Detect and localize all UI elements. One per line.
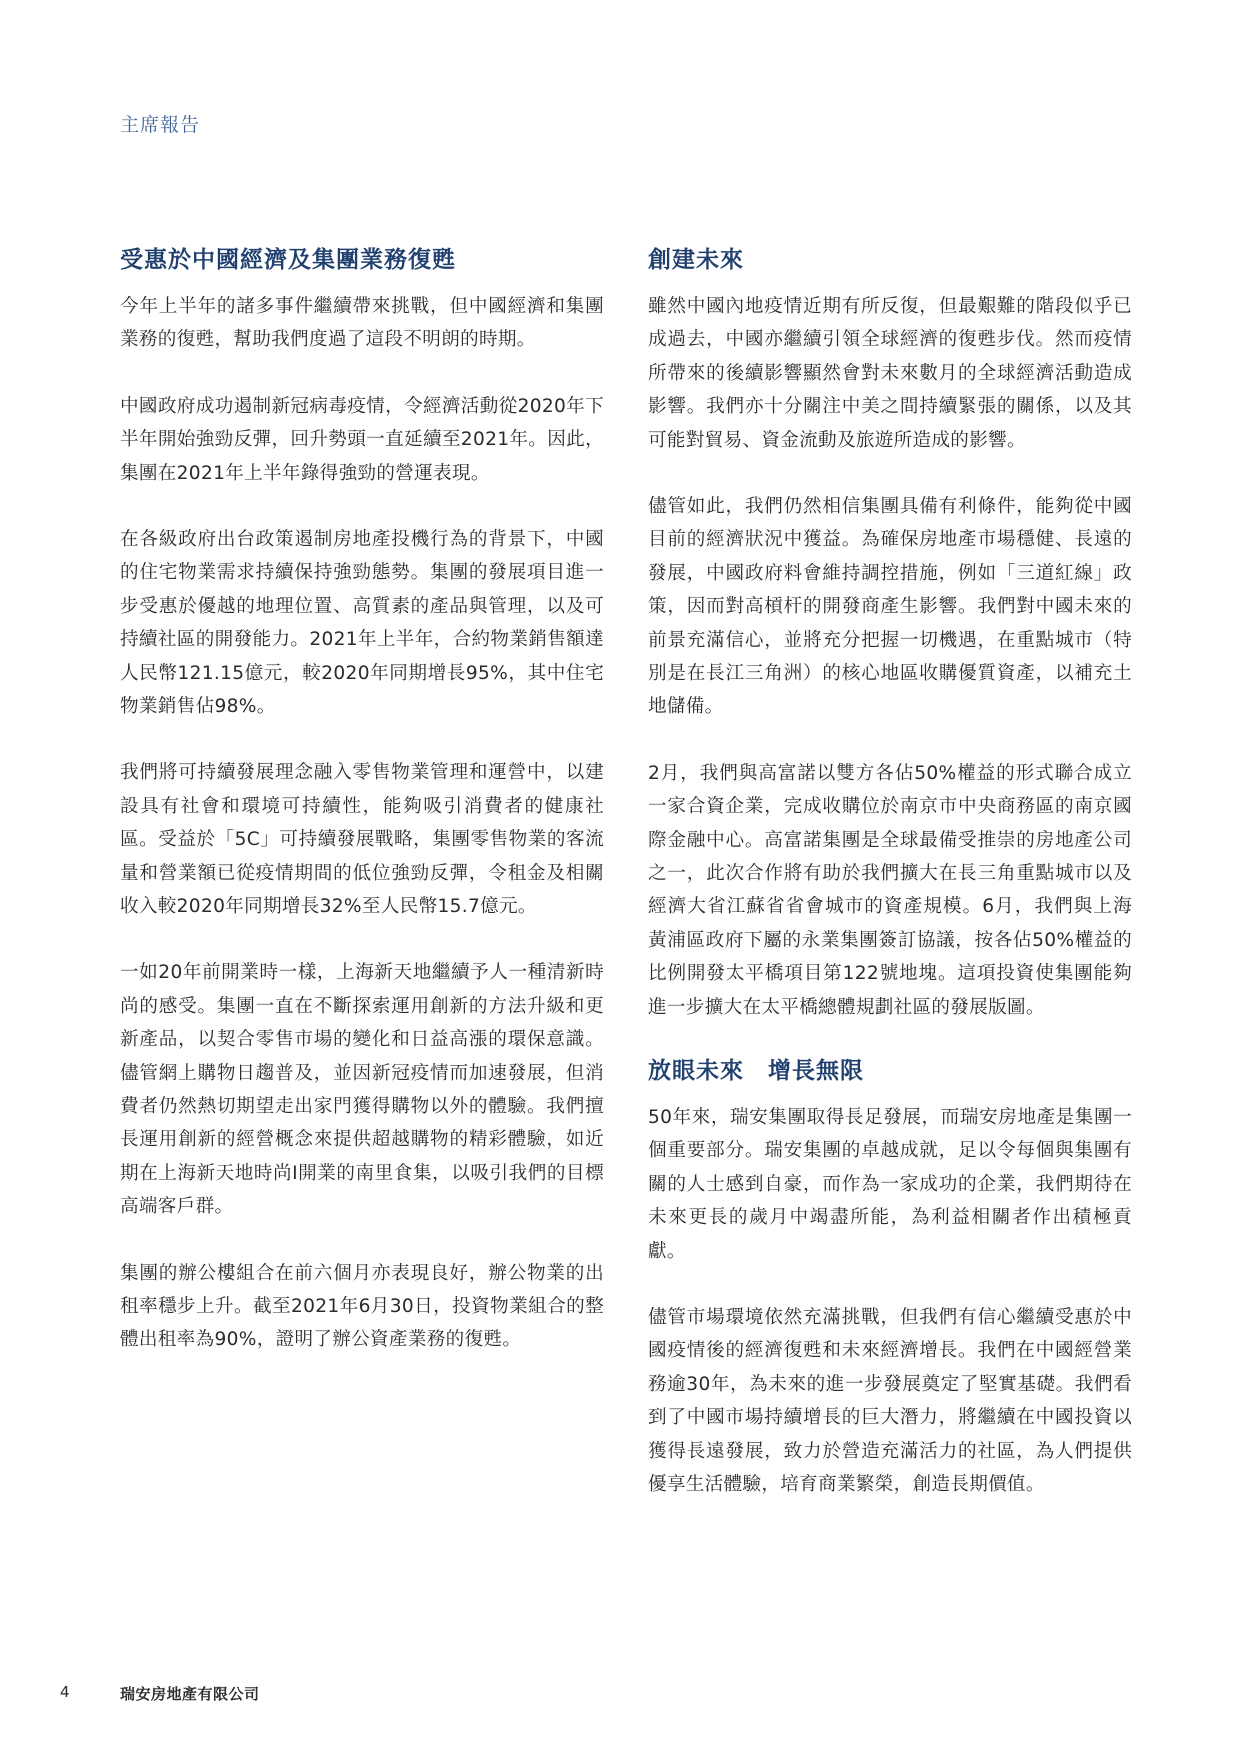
section-heading-future: 創建未來 [648,247,744,273]
paragraph: 50年來，瑞安集團取得長足發展，而瑞安房地產是集團一個重要部分。瑞安集團的卓越成就，足以令每個與集團有關的人士感到自豪，而作為一家成功的企業，我們期待在未來更長的歲月中竭盡所能，為利益相關者作出積極貢獻。 [648,1106,1132,1262]
paragraph: 儘管市場環境依然充滿挑戰，但我們有信心繼續受惠於中國疫情後的經濟復甦和未來經濟增長。我們在中國經營業務逾30年，為未來的進一步發展奠定了堅實基礎。我們看到了中國市場持續增長的巨大潛力，將繼續在中國投資以獲得長遠發展，致力於營造充滿活力的社區，為人們提供優享生活體驗，培育商業繁榮，創造長期價值。 [648,1306,1132,1495]
right-column [648,246,1132,1501]
section-heading-outlook: 放眼未來 增長無限 [648,1058,864,1085]
paragraph: 集團的辦公樓組合在前六個月亦表現良好，辦公物業的出租率穩步上升。截至2021年6月30日，投資物業組合的整體出租率為90%，證明了辦公資產業務的復甦。 [120,1262,604,1351]
company-name: 瑞安房地產有限公司 [120,1685,260,1703]
paragraph: 在各級政府出台政策遏制房地產投機行為的背景下，中國的住宅物業需求持續保持強勁態勢。集團的發展項目進一步受惠於優越的地理位置、高質素的產品與管理，以及可持續社區的開發能力。2021年上半年，合約物業銷售額達人民幣121.15億元，較2020年同期增長95%，其中住宅物業銷售佔98%。 [120,528,604,717]
page-number: 4 [60,1683,70,1701]
paragraph: 雖然中國內地疫情近期有所反復，但最艱難的階段似乎已成過去，中國亦繼續引領全球經濟的復甦步伐。然而疫情所帶來的後續影響顯然會對未來數月的全球經濟活動造成影響。我們亦十分關注中美之間持續緊張的關係，以及其可能對貿易、資金流動及旅遊所造成的影響。 [648,295,1132,451]
left-column [120,246,604,1357]
running-header: 主席報告 [120,114,201,136]
paragraph: 儘管如此，我們仍然相信集團具備有利條件，能夠從中國目前的經濟狀況中獲益。為確保房地產市場穩健、長遠的發展，中國政府料會維持調控措施，例如「三道紅線」政策，因而對高槓杆的開發商產生影響。我們對中國未來的前景充滿信心，並將充分把握一切機遇，在重點城市（特別是在長江三角洲）的核心地區收購優質資產，以補充土地儲備。 [648,495,1132,718]
paragraph: 一如20年前開業時一樣，上海新天地繼續予人一種清新時尚的感受。集團一直在不斷探索運用創新的方法升級和更新產品，以契合零售市場的變化和日益高漲的環保意識。儘管網上購物日趨普及，並因新冠疫情而加速發展，但消費者仍然熱切期望走出家門獲得購物以外的體驗。我們擅長運用創新的經營概念來提供超越購物的精彩體驗，如近期在上海新天地時尚I開業的南里食集，以吸引我們的目標高端客戶群。 [120,962,604,1218]
paragraph: 中國政府成功遏制新冠病毒疫情，令經濟活動從2020年下半年開始強勁反彈，回升勢頭一直延續至2021年。因此，集團在2021年上半年錄得強勁的營運表現。 [120,395,604,484]
paragraph: 2月，我們與高富諾以雙方各佔50%權益的形式聯合成立一家合資企業，完成收購位於南京市中央商務區的南京國際金融中心。高富諾集團是全球最備受推崇的房地產公司之一，此次合作將有助於我們擴大在長三角重點城市以及經濟大省江蘇省省會城市的資產規模。6月，我們與上海黃浦區政府下屬的永業集團簽訂協議，按各佔50%權益的比例開發太平橋項目第122號地塊。這項投資使集團能夠進一步擴大在太平橋總體規劃社區的發展版圖。 [648,762,1132,1018]
section-heading-recovery: 受惠於中國經濟及集團業務復甦 [120,247,456,273]
paragraph: 今年上半年的諸多事件繼續帶來挑戰，但中國經濟和集團業務的復甦，幫助我們度過了這段不明朗的時期。 [120,295,604,351]
paragraph: 我們將可持續發展理念融入零售物業管理和運營中，以建設具有社會和環境可持續性，能夠吸引消費者的健康社區。受益於「5C」可持續發展戰略，集團零售物業的客流量和營業額已從疫情期間的低位強勁反彈，令租金及相關收入較2020年同期增長32%至人民幣15.7億元。 [120,762,604,917]
